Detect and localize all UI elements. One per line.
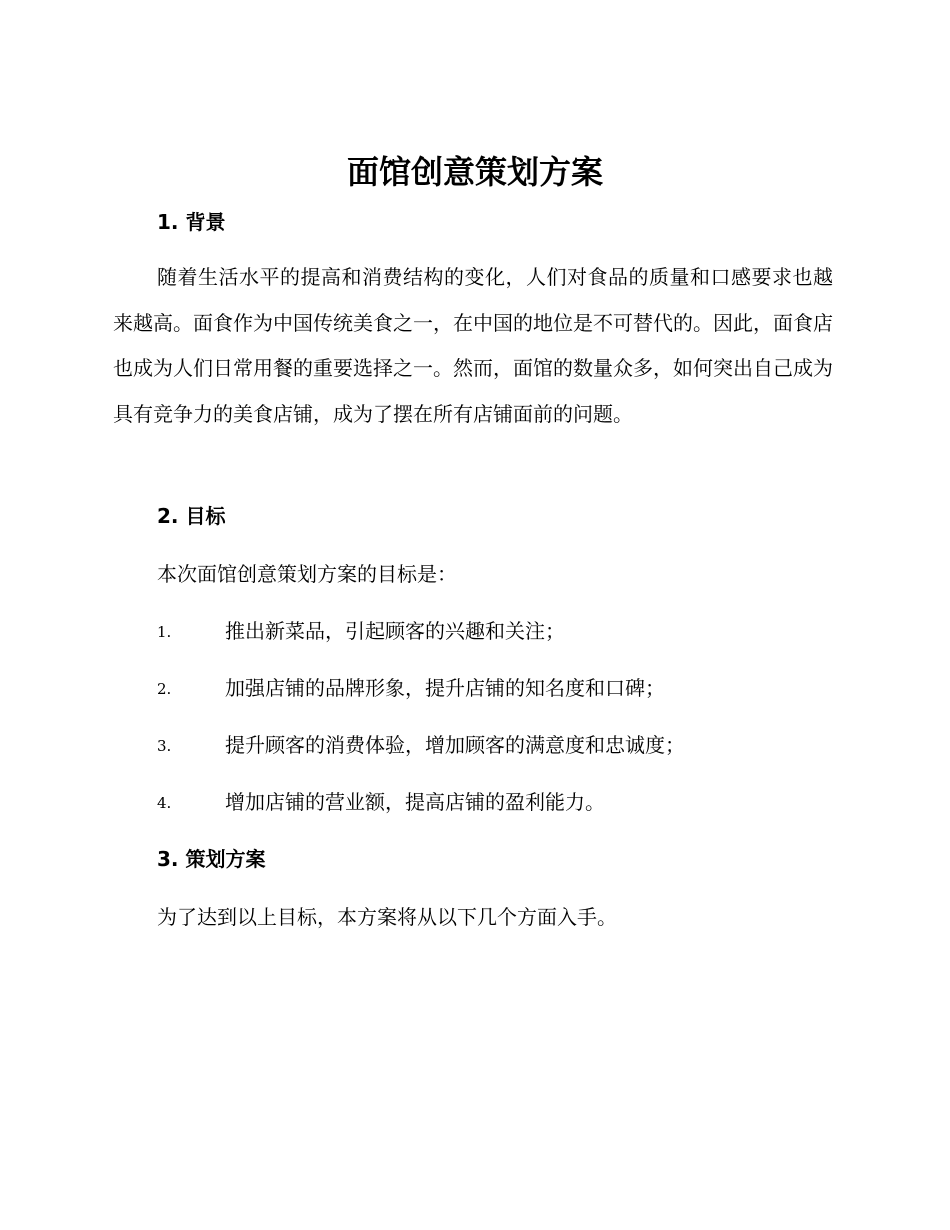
list-item-text: 推出新菜品，引起顾客的兴趣和关注； bbox=[225, 619, 565, 643]
list-item-number: 3. bbox=[157, 737, 172, 755]
list-item bbox=[157, 617, 857, 645]
section-heading-goals: 2. 目标 bbox=[157, 504, 226, 528]
list-item-text: 提升顾客的消费体验，增加顾客的满意度和忠诚度； bbox=[225, 733, 685, 757]
list-item bbox=[157, 731, 857, 759]
list-item-number: 1. bbox=[157, 623, 172, 641]
background-paragraph: 随着生活水平的提高和消费结构的变化，人们对食品的质量和口感要求也越来越高。面食作为中国传统美食之一，在中国的地位是不可替代的。因此，面食店也成为人们日常用餐的重要选择之一。然而，面馆的数量众多，如何突出自己成为具有竞争力的美食店铺，成为了摆在所有店铺面前的问题。 bbox=[113, 265, 833, 426]
goals-intro: 本次面馆创意策划方案的目标是： bbox=[157, 562, 457, 586]
list-item bbox=[157, 674, 857, 702]
list-item-text: 加强店铺的品牌形象，提升店铺的知名度和口碑； bbox=[225, 676, 665, 700]
list-item-number: 4. bbox=[157, 794, 172, 812]
list-item-number: 2. bbox=[157, 680, 172, 698]
plan-intro: 为了达到以上目标，本方案将从以下几个方面入手。 bbox=[157, 905, 617, 929]
list-item-text: 增加店铺的营业额，提高店铺的盈利能力。 bbox=[225, 790, 605, 814]
page-title: 面馆创意策划方案 bbox=[346, 153, 603, 191]
list-item bbox=[157, 788, 857, 816]
section-heading-background: 1. 背景 bbox=[157, 210, 226, 234]
section-heading-plan: 3. 策划方案 bbox=[157, 847, 266, 871]
